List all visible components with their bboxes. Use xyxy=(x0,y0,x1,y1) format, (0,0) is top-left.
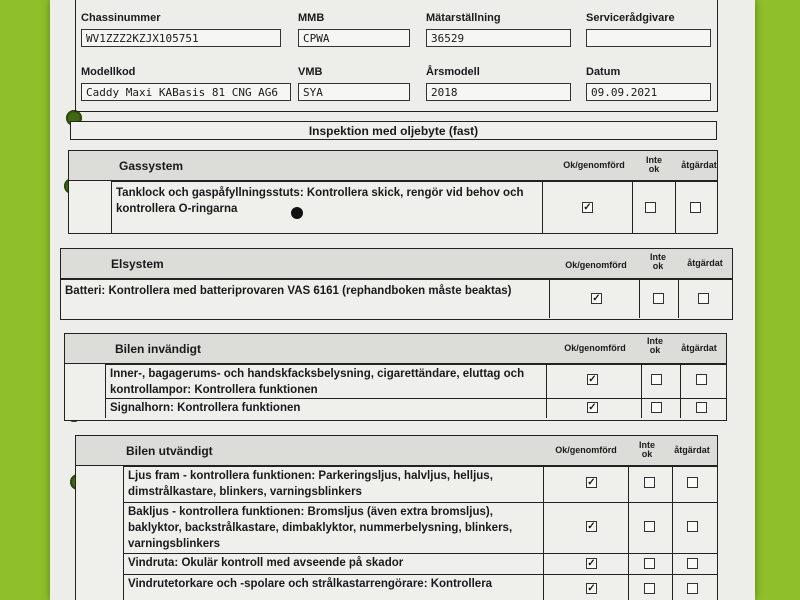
atgardat-checkbox[interactable] xyxy=(696,402,707,413)
checklist-row xyxy=(61,279,732,318)
checklist-row xyxy=(123,553,717,574)
column-divider xyxy=(678,280,679,318)
matarstallning-field xyxy=(426,12,571,47)
servicerad-label: Servicerådgivare xyxy=(586,12,675,24)
col-ok-header: Ok/genomförd xyxy=(565,260,627,270)
col-inte-ok-header xyxy=(632,441,662,459)
col-ok-header: Ok/genomförd xyxy=(564,343,626,353)
arsmodell-label: Årsmodell xyxy=(426,66,480,78)
checklist-row xyxy=(111,181,717,233)
section-elsystem xyxy=(60,248,733,320)
column-divider xyxy=(543,554,544,574)
column-divider xyxy=(628,575,629,600)
atgardat-checkbox[interactable] xyxy=(690,202,701,213)
inte-ok-checkbox[interactable] xyxy=(644,521,655,532)
mmb-field xyxy=(298,12,410,47)
inte-ok-checkbox[interactable] xyxy=(645,202,656,213)
checklist-row xyxy=(105,364,726,398)
ok-checkbox[interactable] xyxy=(591,293,602,304)
column-divider xyxy=(543,503,544,553)
ok-checkbox[interactable] xyxy=(586,477,597,488)
col-ok-label: ok xyxy=(652,261,664,271)
row-text: Batteri: Kontrollera med batteriprovaren VAS 6161 (rephandboken måste beaktas) xyxy=(65,285,512,297)
column-divider xyxy=(680,399,681,418)
row-text: Vindruta: Okulär kontroll med avseende på skador xyxy=(128,557,404,569)
col-ok-label: ok xyxy=(648,164,660,174)
column-divider xyxy=(546,365,547,398)
section-header xyxy=(61,249,732,279)
column-divider xyxy=(543,575,544,600)
ok-checkbox[interactable] xyxy=(586,558,597,569)
vehicle-info-header xyxy=(75,0,718,112)
section-header xyxy=(65,334,726,364)
matarstallning-value: 36529 xyxy=(426,29,571,47)
chassinummer-field xyxy=(81,12,281,47)
column-divider xyxy=(546,399,547,418)
inte-ok-checkbox[interactable] xyxy=(644,477,655,488)
section-title: Gassystem xyxy=(119,159,184,173)
inte-ok-checkbox[interactable] xyxy=(651,402,662,413)
ok-checkbox[interactable] xyxy=(587,402,598,413)
arsmodell-field xyxy=(426,66,571,101)
ok-checkbox[interactable] xyxy=(586,583,597,594)
mmb-value: CPWA xyxy=(298,29,410,47)
column-divider xyxy=(672,575,673,600)
vmb-field xyxy=(298,66,410,101)
servicerad-value xyxy=(586,29,711,47)
inspection-title: Inspektion med oljebyte (fast) xyxy=(70,121,717,140)
chassinummer-value: WV1ZZZ2KZJX105751 xyxy=(81,29,281,47)
atgardat-checkbox[interactable] xyxy=(696,374,707,385)
section-title: Elsystem xyxy=(111,257,164,271)
modellkod-value: Caddy Maxi KABasis 81 CNG AG6 xyxy=(81,83,291,101)
col-inte-label: Inte xyxy=(645,155,662,165)
col-atgardat-header: åtgärdat xyxy=(687,258,723,268)
checklist-row xyxy=(105,398,726,418)
ok-checkbox[interactable] xyxy=(586,521,597,532)
column-divider xyxy=(628,554,629,574)
inte-ok-checkbox[interactable] xyxy=(644,583,655,594)
col-inte-label: Inte xyxy=(638,440,655,450)
inte-ok-checkbox[interactable] xyxy=(644,558,655,569)
col-inte-label: Inte xyxy=(646,336,663,346)
row-text: Tanklock och gaspåfyllningsstuts: Kontrollera skick, rengör vid behov och kontrollera O-ringarna xyxy=(116,187,524,215)
atgardat-checkbox[interactable] xyxy=(698,293,709,304)
col-inte-ok-header xyxy=(640,337,670,355)
section-title: Bilen invändigt xyxy=(115,342,202,356)
column-divider xyxy=(639,280,640,318)
column-divider xyxy=(641,365,642,398)
datum-value: 09.09.2021 xyxy=(586,83,711,101)
servicerad-field xyxy=(586,12,711,47)
arsmodell-value: 2018 xyxy=(426,83,571,101)
col-atgardat-header: åtgärdat xyxy=(674,445,710,455)
atgardat-checkbox[interactable] xyxy=(687,583,698,594)
row-text: Ljus fram - kontrollera funktionen: Parkeringsljus, halvljus, helljus, dimstrålkastare, blinkers, varningsblinkers xyxy=(128,470,493,498)
column-divider xyxy=(641,399,642,418)
checklist-row xyxy=(123,502,717,553)
row-text: Vindrutetorkare och -spolare och strålkastarrengörare: Kontrollera xyxy=(128,578,493,590)
datum-label: Datum xyxy=(586,66,621,78)
vmb-label: VMB xyxy=(298,66,323,78)
matarstallning-label: Mätarställning xyxy=(426,12,501,24)
chassinummer-label: Chassinummer xyxy=(81,12,161,24)
col-inte-ok-header xyxy=(639,156,669,174)
column-divider xyxy=(543,467,544,502)
modellkod-field xyxy=(81,66,291,101)
row-text: Signalhorn: Kontrollera funktionen xyxy=(110,402,301,414)
section-header xyxy=(69,151,717,181)
inspection-form-sheet xyxy=(50,0,755,600)
col-atgardat-header: åtgärdat xyxy=(681,160,717,170)
checklist-row xyxy=(123,466,717,502)
col-ok-label: ok xyxy=(641,449,653,459)
column-divider xyxy=(549,280,550,318)
column-divider xyxy=(675,182,676,233)
col-ok-header: Ok/genomförd xyxy=(563,160,625,170)
inte-ok-checkbox[interactable] xyxy=(653,293,664,304)
column-divider xyxy=(672,503,673,553)
atgardat-checkbox[interactable] xyxy=(687,558,698,569)
section-header xyxy=(76,436,717,466)
col-inte-ok-header xyxy=(643,253,673,271)
vmb-value: SYA xyxy=(298,83,410,101)
section-bilen-utvandigt xyxy=(75,435,718,600)
column-divider xyxy=(628,467,629,502)
col-ok-label: ok xyxy=(649,345,661,355)
col-inte-label: Inte xyxy=(649,252,666,262)
col-ok-header: Ok/genomförd xyxy=(555,445,617,455)
section-bilen-invandigt xyxy=(64,333,727,421)
row-text: Bakljus - kontrollera funktionen: Bromsljus (även extra bromsljus), baklyktor, backstrålkastare, dimbaklyktor, nummerbelysning, blinkers, varningsblinkers xyxy=(128,506,513,550)
ok-checkbox[interactable] xyxy=(587,374,598,385)
modellkod-label: Modellkod xyxy=(81,66,136,78)
column-divider xyxy=(672,554,673,574)
section-title: Bilen utvändigt xyxy=(126,444,213,458)
column-divider xyxy=(680,365,681,398)
column-divider xyxy=(628,503,629,553)
ok-checkbox[interactable] xyxy=(582,202,593,213)
column-divider xyxy=(672,467,673,502)
col-atgardat-header: åtgärdat xyxy=(681,343,717,353)
column-divider xyxy=(632,182,633,233)
row-text: Inner-, bagagerums- och handskfacksbelysning, cigarettändare, eluttag och kontrollampor: Kontrollera funktionen xyxy=(110,368,525,396)
checklist-row xyxy=(123,574,717,600)
inte-ok-checkbox[interactable] xyxy=(651,374,662,385)
datum-field xyxy=(586,66,711,101)
atgardat-checkbox[interactable] xyxy=(687,521,698,532)
atgardat-checkbox[interactable] xyxy=(687,477,698,488)
section-gassystem xyxy=(68,150,718,234)
column-divider xyxy=(542,182,543,233)
mmb-label: MMB xyxy=(298,12,325,24)
ink-dot xyxy=(291,207,303,219)
